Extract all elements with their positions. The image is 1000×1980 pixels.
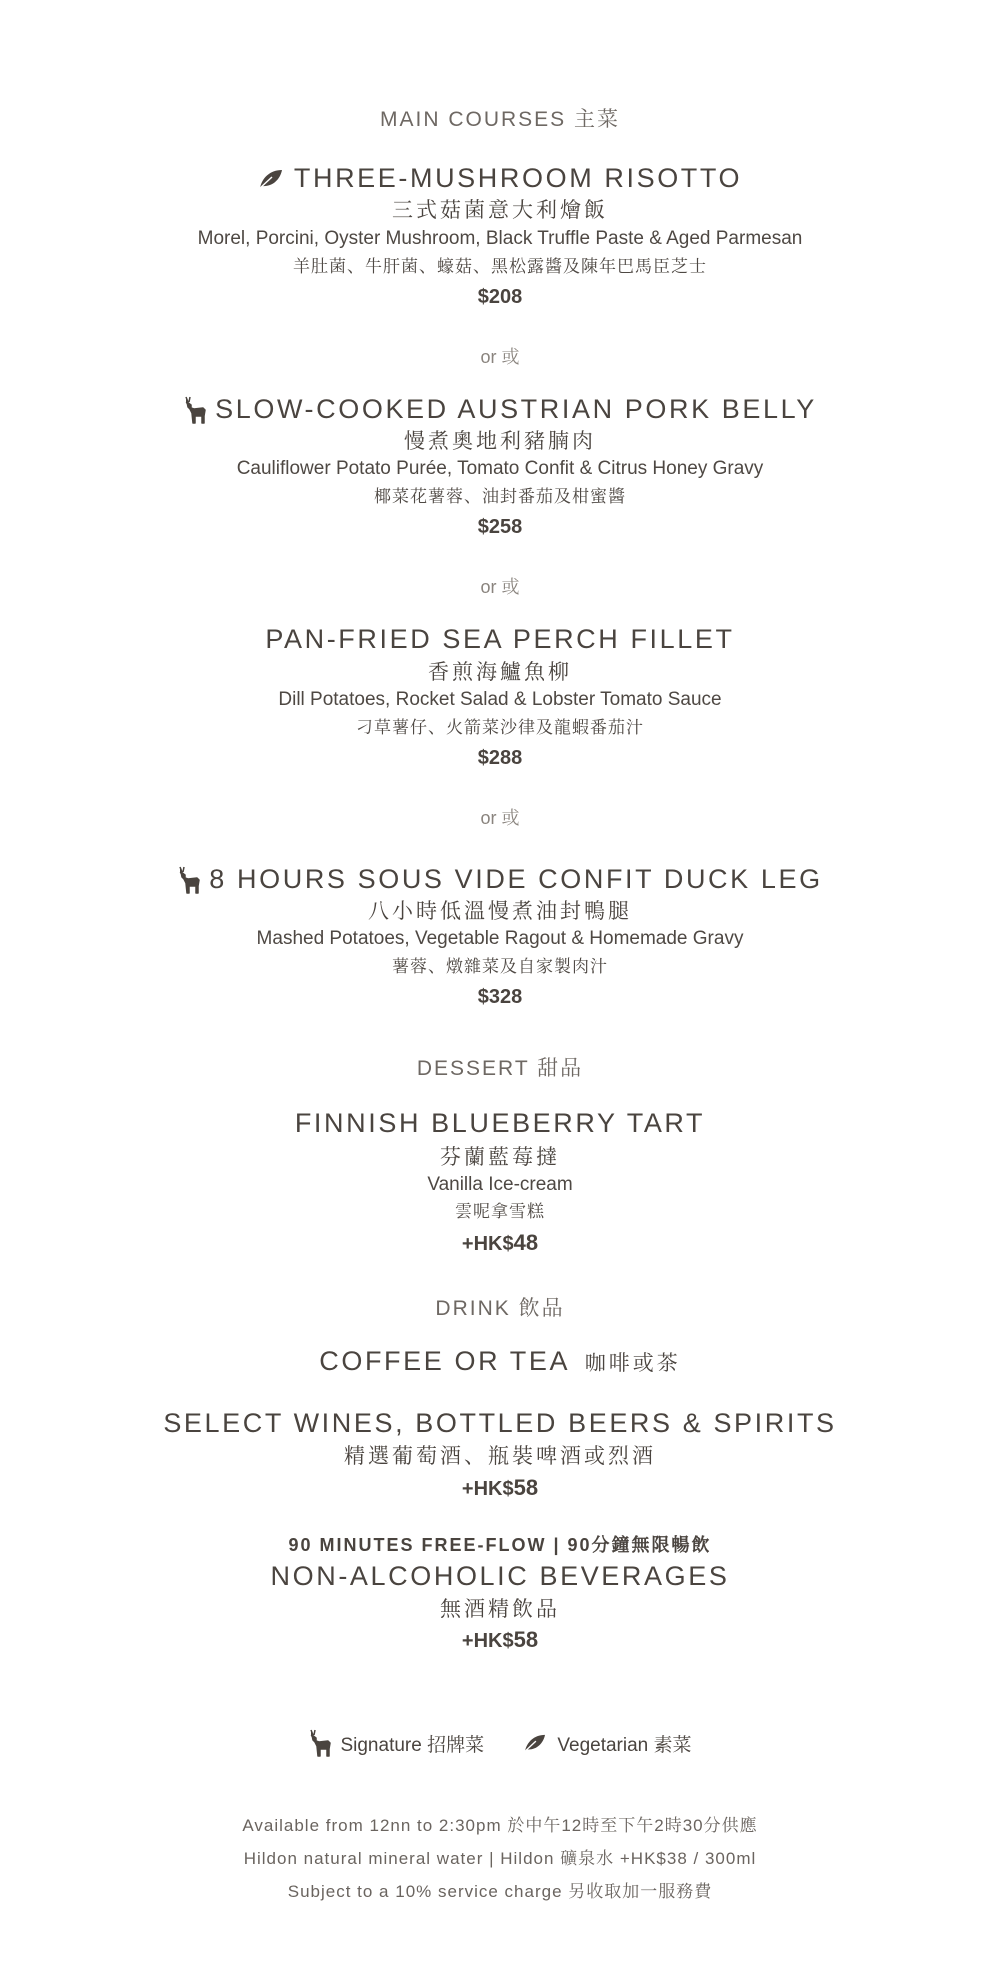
dish-price: $208 — [477, 286, 523, 308]
deer-icon — [308, 1729, 332, 1757]
dish-title-zh: 慢煮奧地利豬腩肉 — [404, 430, 596, 453]
dish-price: $258 — [477, 516, 523, 538]
wines-price: +HK$58 — [461, 1475, 539, 1500]
dish-title-sea-perch: PAN-FRIED SEA PERCH FILLET — [265, 624, 735, 654]
legend-signature-label: Signature 招牌菜 — [340, 1734, 485, 1756]
service-charge-note: Subject to a 10% service charge 另收取加一服務費 — [287, 1882, 713, 1901]
legend-vegetarian-label: Vegetarian 素菜 — [557, 1734, 692, 1756]
leaf-icon — [523, 1733, 547, 1753]
dessert-description-zh: 雲呢拿雪糕 — [455, 1202, 545, 1221]
dish-description-zh: 羊肚菌、牛肝菌、蠔菇、黑松露醬及陳年巴馬臣芝士 — [293, 257, 707, 276]
nonalcoholic-title-zh: 無酒精飲品 — [440, 1598, 560, 1621]
dish-title-zh: 香煎海鱸魚柳 — [428, 661, 572, 684]
legend — [0, 1729, 1000, 1757]
freeflow-note: 90 MINUTES FREE-FLOW | 90分鐘無限暢飲 — [288, 1535, 712, 1555]
water-note: Hildon natural mineral water | Hildon 礦泉水 +HK$38 / 300ml — [243, 1849, 757, 1868]
drink-heading: DRINK 飲品 — [435, 1297, 565, 1320]
coffee-tea-title: COFFEE OR TEA 咖啡或茶 — [319, 1346, 681, 1376]
nonalcoholic-price: +HK$58 — [461, 1627, 539, 1652]
or-separator: or 或 — [480, 808, 520, 828]
or-separator: or 或 — [480, 347, 520, 367]
wines-title-zh: 精選葡萄酒、瓶裝啤酒或烈酒 — [344, 1445, 656, 1468]
dessert-heading: DESSERT 甜品 — [416, 1057, 584, 1080]
main-courses-heading: MAIN COURSES 主菜 — [379, 108, 621, 131]
deer-icon — [183, 396, 207, 424]
dish-title-zh: 三式菇菌意大利燴飯 — [392, 199, 608, 222]
wines-title: SELECT WINES, BOTTLED BEERS & SPIRITS — [163, 1408, 837, 1438]
dish-title-risotto: THREE-MUSHROOM RISOTTO — [0, 162, 1000, 194]
dish-description: Dill Potatoes, Rocket Salad & Lobster Tomato Sauce — [278, 689, 722, 710]
dessert-price: +HK$48 — [461, 1230, 539, 1255]
or-separator: or 或 — [480, 577, 520, 597]
dessert-title-zh: 芬蘭藍莓撻 — [440, 1146, 560, 1169]
dish-description: Morel, Porcini, Oyster Mushroom, Black Truffle Paste & Aged Parmesan — [197, 228, 803, 249]
dish-description-zh: 椰菜花薯蓉、油封番茄及柑蜜醬 — [374, 487, 626, 506]
dish-price: $288 — [477, 747, 523, 769]
leaf-icon — [258, 168, 284, 190]
dish-title-zh: 八小時低溫慢煮油封鴨腿 — [368, 900, 632, 923]
dessert-title: FINNISH BLUEBERRY TART — [294, 1108, 706, 1138]
nonalcoholic-title: NON-ALCOHOLIC BEVERAGES — [270, 1561, 730, 1591]
availability-note: Available from 12nn to 2:30pm 於中午12時至下午2時30分供應 — [242, 1816, 758, 1835]
dish-description: Mashed Potatoes, Vegetable Ragout & Homemade Gravy — [256, 928, 744, 949]
dish-description-zh: 刁草薯仔、火箭菜沙律及龍蝦番茄汁 — [356, 718, 644, 737]
dish-description-zh: 薯蓉、燉雜菜及自家製肉汁 — [392, 957, 608, 976]
dish-title-pork-belly: SLOW-COOKED AUSTRIAN PORK BELLY — [0, 393, 1000, 425]
deer-icon — [177, 866, 201, 894]
dish-price: $328 — [477, 986, 523, 1008]
dish-description: Cauliflower Potato Purée, Tomato Confit & Citrus Honey Gravy — [236, 458, 764, 479]
dish-title-duck-leg: 8 HOURS SOUS VIDE CONFIT DUCK LEG — [0, 863, 1000, 895]
dessert-description: Vanilla Ice-cream — [427, 1174, 573, 1195]
